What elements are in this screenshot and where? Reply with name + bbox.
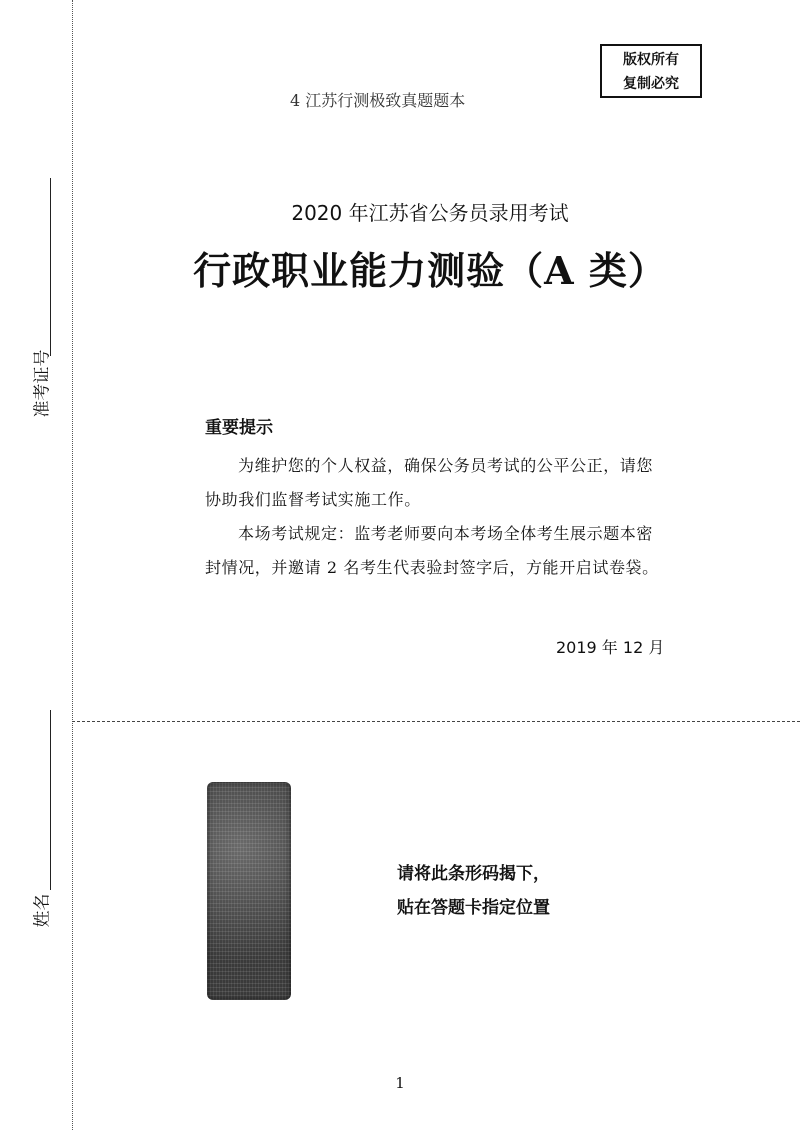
stamp-line-1: 版权所有 <box>623 52 679 68</box>
name-label: 姓名 <box>32 893 53 928</box>
barcode-instruction-line-2: 贴在答题卡指定位置 <box>397 898 550 918</box>
notice-heading: 重要提示 <box>205 418 273 438</box>
perforation-divider <box>72 721 800 722</box>
barcode-instruction-line-1: 请将此条形码揭下， <box>397 864 550 884</box>
exam-name: 2020 年江苏省公务员录用考试 <box>291 201 569 225</box>
candidate-id-label: 准考证号 <box>32 349 53 418</box>
barcode-instruction <box>397 857 550 925</box>
page-title: 行政职业能力测验（A 类） <box>193 248 667 293</box>
copyright-stamp <box>600 44 702 98</box>
binding-line <box>72 0 73 1130</box>
notice-paragraph-2: 本场考试规定：监考老师要向本考场全体考生展示题本密封情况，并邀请 2 名考生代表验封签字后，方能开启试卷袋。 <box>205 524 659 577</box>
barcode-sticker <box>207 782 291 1000</box>
name-line <box>50 710 51 890</box>
page-number: 1 <box>395 1074 405 1092</box>
book-header: 4 江苏行测极致真题题本 <box>290 91 466 110</box>
notice-paragraph-1: 为维护您的个人权益，确保公务员考试的公平公正，请您协助我们监督考试实施工作。 <box>205 456 654 509</box>
stamp-line-2: 复制必究 <box>623 76 679 92</box>
notice-date: 2019 年 12 月 <box>556 638 665 657</box>
